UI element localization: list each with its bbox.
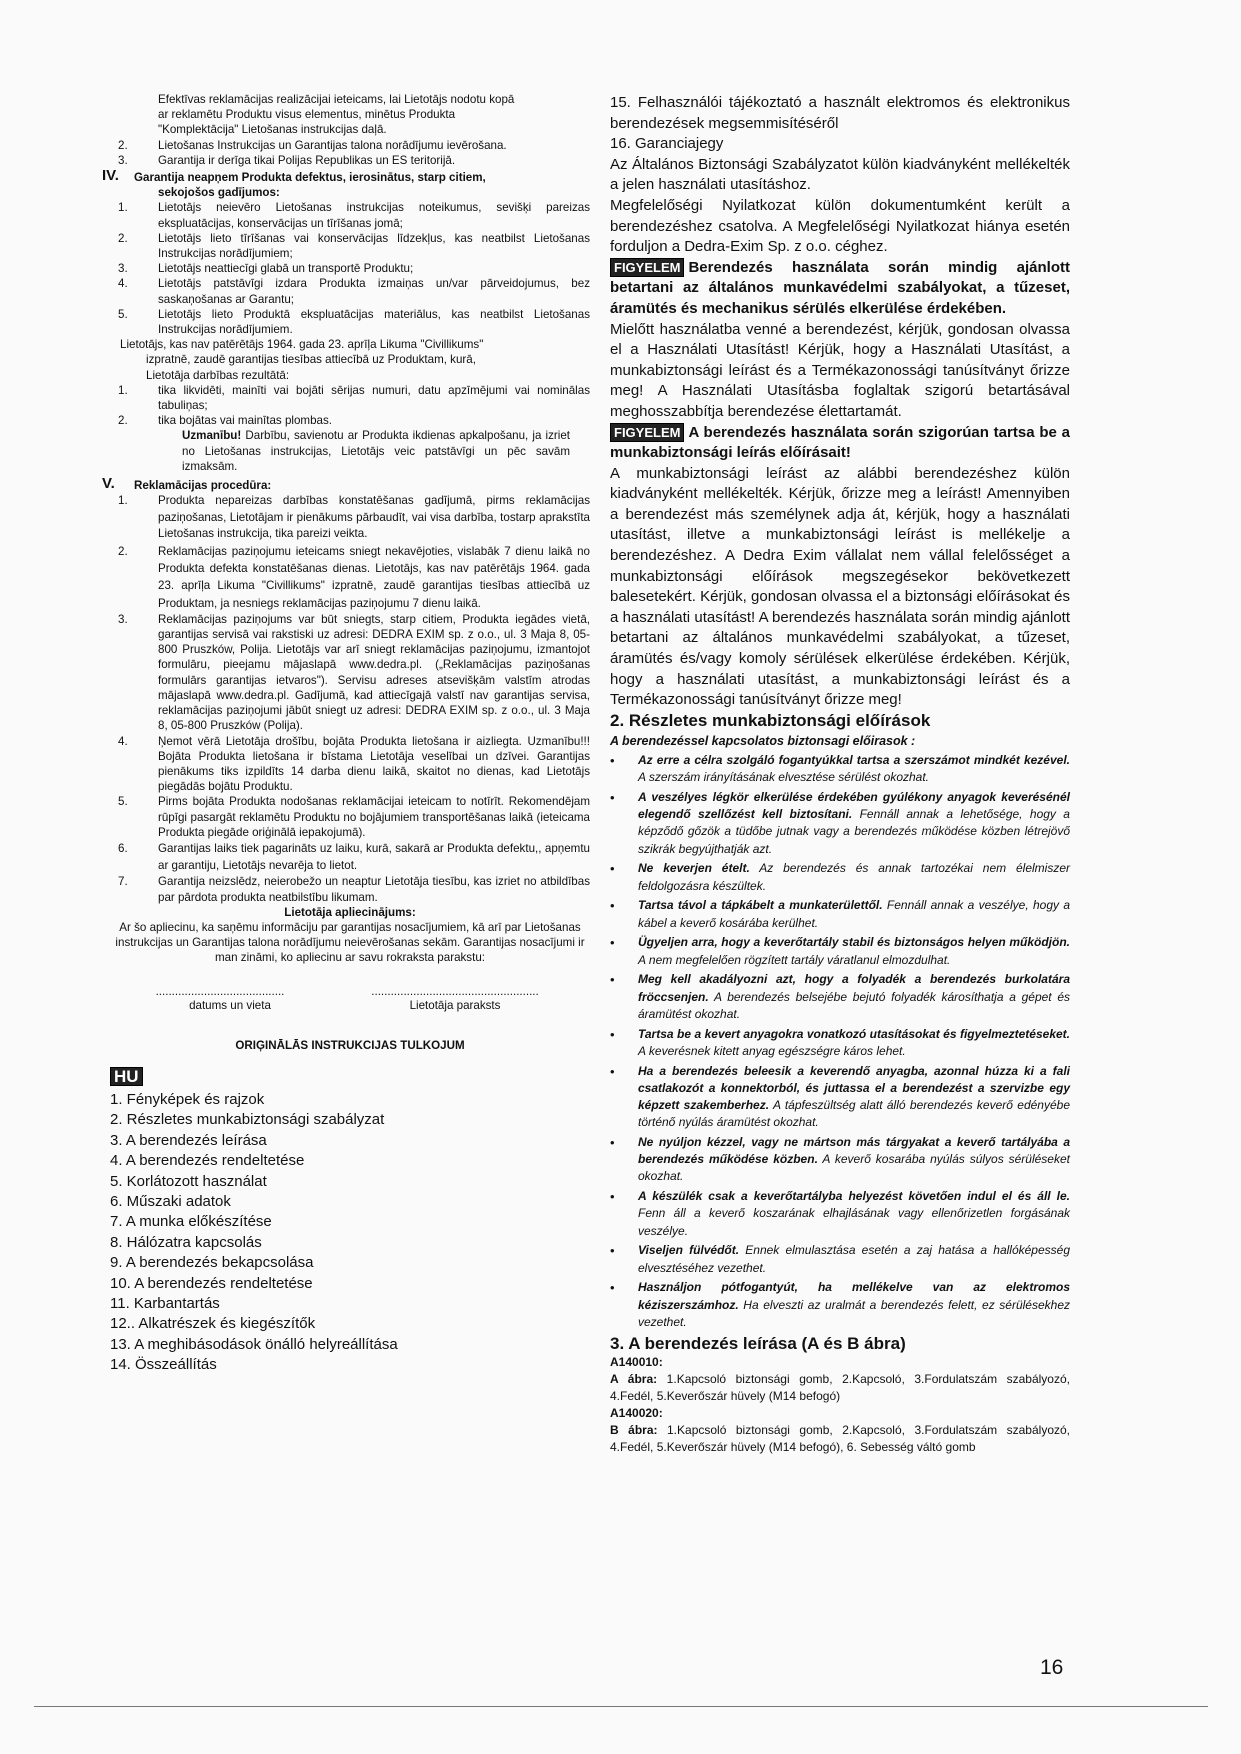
toc-item: 5. Korlátozott használat	[110, 1172, 267, 1190]
list-item	[110, 200, 590, 230]
section-iv-heading	[102, 167, 590, 185]
section-v-heading	[102, 475, 590, 493]
toc-item: 4. A berendezés rendeltetése	[110, 1152, 305, 1170]
list-item	[610, 789, 1070, 858]
toc-item: 14. Összeállítás	[110, 1356, 217, 1374]
rule-text: Fenn áll a keverő koszarának elhajlásának vagy ellenőrizetlen forgásának veszélye.	[638, 1206, 1070, 1238]
item-text: Garantija ir derīga tikai Polijas Republikas un ES teritorijā.	[158, 153, 456, 167]
toc-item-16: 16. Garanciajegy	[610, 135, 724, 153]
warning-tag: FIGYELEM	[610, 258, 684, 277]
rule-bold: Tartsa be a kevert anyagokra vonatkozó utasításokat és figyelmeztetéseket.	[638, 1026, 1070, 1041]
item-text: Produkta nepareizas darbības konstatēšanas gadījumā, pirms reklamācijas paziņošanas, Lietotājam ir pienākums pārbaudīt, vai visa darbība, tostarp aprakstīta Lietošanas instrukcija, tika pareizi veikta.	[158, 494, 590, 541]
toc-item: 2. Részletes munkabiztonsági szabályzat	[110, 1111, 385, 1129]
figure-a-text: 1.Kapcsoló biztonsági gomb, 2.Kapcsoló, 3.Fordulatszám szabályozó, 4.Fedél, 5.Keverőszár hüvely (M14 befogó)	[610, 1372, 1070, 1404]
page-number: 16	[1040, 1656, 1064, 1679]
item-text: Lietošanas Instrukcijas un Garantijas talona norādījumu ievērošana.	[158, 138, 507, 152]
item-text: Garantijas laiks tiek pagarināts uz laiku, kurā, sakarā ar Produkta defektu,, apņemtu ar garantiju, Lietotājs nevarēja to lietot.	[158, 841, 590, 873]
right-column	[610, 93, 1070, 1456]
item-number: 6.	[118, 841, 128, 855]
section-number: IV.	[102, 167, 119, 185]
signature-label: Lietotāja paraksts	[409, 998, 501, 1012]
section-3-title: 3. A berendezés leírása (A és B ábra)	[610, 1333, 906, 1353]
warning-2	[610, 423, 1070, 464]
rule-text: A keverő kosarába nyúlás súlyos sérüléseket okozhat.	[638, 1152, 1070, 1184]
item-text: Lietotājs neattiecīgi glabā un transportē Produktu;	[158, 262, 414, 276]
date-place-label: datums un vieta	[189, 998, 271, 1012]
toc-item: 9. A berendezés bekapcsolása	[110, 1254, 314, 1272]
list-item	[110, 612, 590, 734]
toc-item: 6. Műszaki adatok	[110, 1192, 231, 1210]
language-badge-hu: HU	[110, 1067, 143, 1086]
item-number: 5.	[118, 795, 128, 809]
signature-block	[110, 984, 590, 1034]
footer-rule	[34, 1706, 1208, 1707]
table-of-contents	[110, 1090, 590, 1376]
item-text: Reklamācijas paziņojums var būt sniegts, starp citiem, Produkta iegādes vietā, garantijas servisā vai rakstiski uz adresi: DEDRA EXIM sp. z o.o., ul. 3 Maja 8, 05-800 Pruszków, Polija. Lietotājs var arī sniegt reklamācijas paziņojumu, izmantojot formulāru, pieejamu mājaslapā www.dedra.pl. („Reklamācijas paziņošanas formulārs garantijas ietvaros"). Servisu adreses atsevišķām valstīm atrodas mājaslapā www.dedra.pl. Gadījumā, kad attiecīgajā valstī nav garantijas servisa, reklamācijas paziņojumi jābūt sniegt uz adresi: DEDRA EXIM sp. z o.o., ul. 3 Maja 8, 05-800 Pruszków (Polija).	[158, 612, 590, 733]
list-item	[610, 1242, 1070, 1276]
item-number: 3.	[118, 262, 128, 276]
list-item	[110, 261, 590, 276]
safety-description: A munkabiztonsági leírást az alábbi berendezéshez külön kiadványként mellékelték. Kérjük, őrizze meg a leírást! Amennyiben a berendezést más személynek adja át, kérjük, hogy a használati utasítást, illetve a munkabiztonsági leírást is mellékelje a berendezéshez. A Dedra Exim vállalat nem vállal felelősséget a munkabiztonsági előírások megszegésekor bekövetkezett balesetekért. Kérjük, gondosan olvassa el a biztonsági előírásokat és a használati utasítást! A berendezés használata során mindig ajánlott betartani az általános munkavédelmi szabályokat, a tűzeset, áramütés és/vagy komoly sérülések elkerülése érdekében. Kérjük, hogy a használati utasítást, a munkabiztonsági leírást és a Termékazonossági tanúsítványt őrizze meg!	[610, 464, 1070, 709]
list-item	[610, 1134, 1070, 1186]
rule-bold: Tartsa távol a tápkábelt a munkaterülettől.	[638, 898, 883, 913]
rule-bold: Ha a berendezés beleesik a keverendő anyagba, azonnal húzza ki a fali csatlakozót a konnektorból, és juttassa el a berendezést a szervizbe egy képzett szakemberhez.	[638, 1063, 1070, 1113]
section-2-title: 2. Részletes munkabiztonsági előírások	[610, 710, 931, 730]
before-use-note: Mielőtt használatba venné a berendezést, kérjük, gondosan olvassa el a Használati Utasítást! Kérjük, hogy a Használati Utasítást, a munkabiztonsági leírást és a Termékazonossági tanúsítványt őrizze meg! A Használati Utasításba foglaltak szigorú betartásával meghosszabbítja berendezése élettartamát.	[610, 320, 1070, 420]
item-number: 2.	[118, 414, 128, 428]
list-item	[110, 307, 590, 337]
rule-text: A keverésnek kitett anyag egészségre káros lehet.	[638, 1043, 906, 1058]
rule-text: Fennáll annak a veszélye, hogy a kábel a keverő kosárába kerülhet.	[638, 898, 1070, 930]
toc-item: 3. A berendezés leírása	[110, 1131, 267, 1149]
consumer-clause: izpratnē, zaudē garantijas tiesības attiecībā uz Produktam, kurā,	[146, 353, 476, 367]
item-number: 7.	[118, 875, 128, 889]
section-2-subtitle: A berendezéssel kapcsolatos biztonsagi előirasok :	[610, 734, 916, 749]
model-code-a: A140010:	[610, 1355, 663, 1370]
section-title: Reklamācijas procedūra:	[134, 479, 272, 493]
intro-line: "Komplektācija" Lietošanas instrukcijas daļā.	[158, 123, 387, 137]
rule-bold: Viseljen fülvédőt.	[638, 1243, 740, 1258]
rule-text: Az berendezés és annak tartozékai nem élelmiszer feldolgozásra készültek.	[638, 861, 1070, 893]
rule-bold: Ne nyúljon kézzel, vagy ne mártson más tárgyakat a keverő tartályába a berendezés működése közben.	[638, 1135, 1070, 1167]
rule-bold: Ne keverjen ételt.	[638, 861, 750, 876]
consumer-clause: Lietotājs, kas nav patērētājs 1964. gada 23. aprīļa Likuma "Civillikums"	[120, 338, 484, 352]
attention-note	[110, 428, 590, 474]
item-number: 3.	[118, 153, 128, 167]
warning-text: Berendezés használata során mindig ajánlott betartani az általános munkavédelmi szabályokat, a tűzeset, áramütés és mechanikus sérülés elkerülése érdekében.	[610, 258, 1070, 317]
intro-line: Efektīvas reklamācijas realizācijai ieteicams, lai Lietotājs nodotu kopā	[158, 93, 515, 106]
item-text: Lietotājs patstāvīgi izdara Produkta izmaiņas un/var pārveidojumus, bez saskaņošanas ar Garantu;	[158, 277, 590, 306]
list-item	[610, 934, 1070, 968]
item-number: 4.	[118, 734, 128, 748]
figure-b-label: B ábra:	[610, 1423, 658, 1438]
model-code-b: A140020:	[610, 1406, 663, 1421]
list-item	[110, 231, 590, 261]
toc-item: 8. Hálózatra kapcsolás	[110, 1233, 262, 1251]
general-safety-note: Az Általános Biztonsági Szabályzatot külön kiadványként mellékelték a jelen használati utasításhoz.	[610, 155, 1070, 194]
figure-b-text: 1.Kapcsoló biztonsági gomb, 2.Kapcsoló, 3.Fordulatszám szabályozó, 4.Fedél, 5.Keverőszár hüvely (M14 befogó), 6. Sebesség váltó gomb	[610, 1423, 1071, 1455]
toc-item: 10. A berendezés rendeltetése	[110, 1274, 313, 1292]
rule-bold: A készülék csak a keverőtartályba helyezést követően indul el és áll le.	[638, 1189, 1070, 1204]
safety-rules-list	[610, 752, 1070, 1331]
list-item	[110, 543, 590, 612]
toc-item: 7. A munka előkészítése	[110, 1213, 272, 1231]
rule-text: A szerszám irányításának elvesztése sérülést okozhat.	[638, 770, 930, 785]
list-item	[110, 874, 590, 904]
toc-item: 12.. Alkatrészek és kiegészítők	[110, 1315, 316, 1333]
item-text: Garantija neizslēdz, neierobežo un neaptur Lietotāja tiesību, kas izriet no atbildības par pārdota produkta neatbilstību likumam.	[158, 875, 590, 904]
attention-label: Uzmanību!	[182, 429, 242, 443]
list-item	[610, 860, 1070, 894]
figure-a-label: A ábra:	[610, 1372, 658, 1387]
item-number: 2.	[118, 231, 128, 245]
item-number: 2.	[118, 545, 128, 559]
item-text: tika bojātas vai mainītas plombas.	[158, 414, 332, 428]
rule-text: A nem megfelelően rögzített tartály váratlanul elmozdulhat.	[638, 952, 951, 967]
item-text: Ņemot vērā Lietotāja drošību, bojāta Produkta lietošana ir aizliegta. Uzmanību!!! Bojāta Produkta lietošana ir bīstama Lietotāja veselībai un dzīvei. Garantijas pienākums tiks izpildīts 14 darba dienu laikā, skaitot no dienas, kad Lietotājs piegādās bojātu Produktu.	[158, 734, 590, 794]
item-number: 2.	[118, 138, 128, 152]
list-item	[110, 138, 590, 153]
list-item	[610, 1063, 1070, 1132]
list-item	[110, 794, 590, 840]
list-item	[610, 1279, 1070, 1331]
conformity-note: Megfelelőségi Nyilatkozat külön dokumentumként került a berendezéshez csatolva. A Megfelelőségi Nyilatkozat hiánya esetén forduljon a Dedra-Exim Sp. z o.o. céghez.	[610, 196, 1070, 256]
item-number: 1.	[118, 201, 128, 215]
declaration-body: Ar šo apliecinu, ka saņēmu informāciju par garantijas nosacījumiem, kā arī par Lietošanas instrukcijas un Garantijas talona norādījumu neievērošanas sekām. Garantijas nosacījumi ir man zināmi, ko apliecinu ar savu rokraksta parakstu:	[115, 920, 585, 965]
intro-line: ar reklamētu Produktu visus elementus, minētus Produkta	[158, 108, 456, 122]
attention-text: Darbību, savienotu ar Produkta ikdienas apkalpošanu, ja izriet no Lietošanas instrukcijas, Lietotājs veic patstāvīgi un pēc savām izmaksām.	[182, 429, 570, 473]
left-column	[102, 92, 590, 1376]
section-number: V.	[102, 475, 115, 493]
original-instructions-title: ORIĢINĀLĀS INSTRUKCIJAS TULKOJUM	[235, 1038, 465, 1052]
device-description	[610, 1354, 1070, 1456]
rule-text: A berendezés belsejébe bejutó folyadék károsíthatja a gépet és áramütést okozhat.	[638, 989, 1070, 1021]
warning-1	[610, 258, 1070, 320]
rule-bold: Ügyeljen arra, hogy a keverőtartály stabil és biztonságos helyen működjön.	[638, 935, 1070, 950]
section-title: Garantija neapņem Produkta defektus, ierosinātus, starp citiem,	[134, 171, 486, 185]
warning-tag: FIGYELEM	[610, 423, 684, 442]
list-item	[110, 153, 590, 168]
rule-text: Ha elveszti az uralmát a berendezés felett, ez sérülésekhez vezethet.	[638, 1297, 1070, 1329]
rule-text: A tápfeszültség alatt álló berendezés keverő edényébe történő nyúlás áramütést okozhat.	[638, 1098, 1070, 1130]
toc-item: 1. Fényképek és rajzok	[110, 1090, 265, 1108]
rule-text: Ennek elmulasztása esetén a zaj hatása a hallóképesség elvesztéséhez vezethet.	[638, 1243, 1070, 1275]
list-item	[610, 897, 1070, 931]
toc-item-15: 15. Felhasználói tájékoztató a használt elektromos és elektronikus berendezések megsemmisítéséről	[610, 94, 1070, 132]
section-iv-heading-cont: sekojošos gadījumos:	[158, 186, 280, 200]
item-number: 5.	[118, 307, 128, 321]
item-number: 3.	[118, 612, 128, 626]
list-item	[110, 383, 590, 413]
list-item	[110, 413, 590, 428]
signature-line: ....................................................	[371, 984, 539, 998]
rule-bold: A veszélyes légkör elkerülése érdekében gyúlékony anyagok keverésénél elegendő szellőzést kell biztosítani.	[638, 790, 1070, 822]
list-item	[110, 840, 590, 874]
toc-item: 13. A meghibásodások önálló helyreállítása	[110, 1335, 398, 1353]
list-item	[610, 1026, 1070, 1060]
list-item	[610, 1188, 1070, 1240]
list-item	[610, 752, 1070, 786]
item-text: Lietotājs lieto tīrīšanas vai konservācijas līdzekļus, kas neatbilst Lietošanas Instrukcijas norādījumiem;	[158, 231, 590, 261]
item-text: tika likvidēti, mainīti vai bojāti sērijas numuri, datu apzīmējumi vai nominālas tabuliņas;	[158, 383, 590, 413]
list-item	[110, 734, 590, 795]
item-text: Reklamācijas paziņojumu ieteicams sniegt nekavējoties, vislabāk 7 dienu laikā no Produkta defekta konstatēšanas dienas. Lietotājs, kas nav patērētājs 1964. gada 23. aprīļa Likuma "Civillikums" izpratnē, zaudē garantijas tiesības attiecībā uz Produktam, ja nesniegs reklamācijas paziņojumu 7 dienu laikā.	[158, 545, 590, 610]
rule-bold: Az erre a célra szolgáló fogantyúkkal tartsa a szerszámot mindkét kezével.	[638, 753, 1070, 767]
list-item	[110, 276, 590, 306]
list-item	[110, 493, 590, 543]
item-number: 1.	[118, 383, 128, 397]
item-text: Pirms bojāta Produkta nodošanas reklamācijai ieteicam to notīrīt. Rekomendējam rūpīgi pasargāt reklamētu Produktu no bojājumiem transportēšanas laikā (ieteicama Produkta piegāde oriģinālā iepakojumā).	[158, 795, 590, 839]
consumer-clause: Lietotāja darbības rezultātā:	[146, 368, 290, 382]
item-number: 4.	[118, 277, 128, 291]
list-item	[610, 971, 1070, 1023]
rule-text: Fennáll annak a lehetősége, hogy a képződő gőzök a tüdőbe jutnak vagy a berendezés működése közben létrejövő szikrák begyújthatják azt.	[638, 807, 1070, 856]
toc-item: 11. Karbantartás	[110, 1295, 220, 1313]
rule-bold: Használjon pótfogantyút, ha mellékelve van az elektromos kéziszerszámhoz.	[638, 1280, 1070, 1312]
date-place-line: ........................................	[155, 984, 285, 998]
declaration-title: Lietotāja apliecinājums:	[284, 905, 416, 919]
item-number: 1.	[118, 494, 128, 508]
item-text: Lietotājs neievēro Lietošanas instrukcijas noteikumus, sevišķi pareizas ekspluatācijas, konservācijas un tīrīšanas jomā;	[158, 201, 590, 230]
item-text: Lietotājs lieto Produktā ekspluatācijas materiālus, kas neatbilst Lietošanas Instrukcijas norādījumiem.	[158, 307, 590, 337]
rule-bold: Meg kell akadályozni azt, hogy a folyadék a berendezés burkolatára fröccsenjen.	[638, 972, 1070, 1004]
warning-text: A berendezés használata során szigorúan tartsa be a munkabiztonsági leírás előírásait!	[610, 423, 1070, 462]
